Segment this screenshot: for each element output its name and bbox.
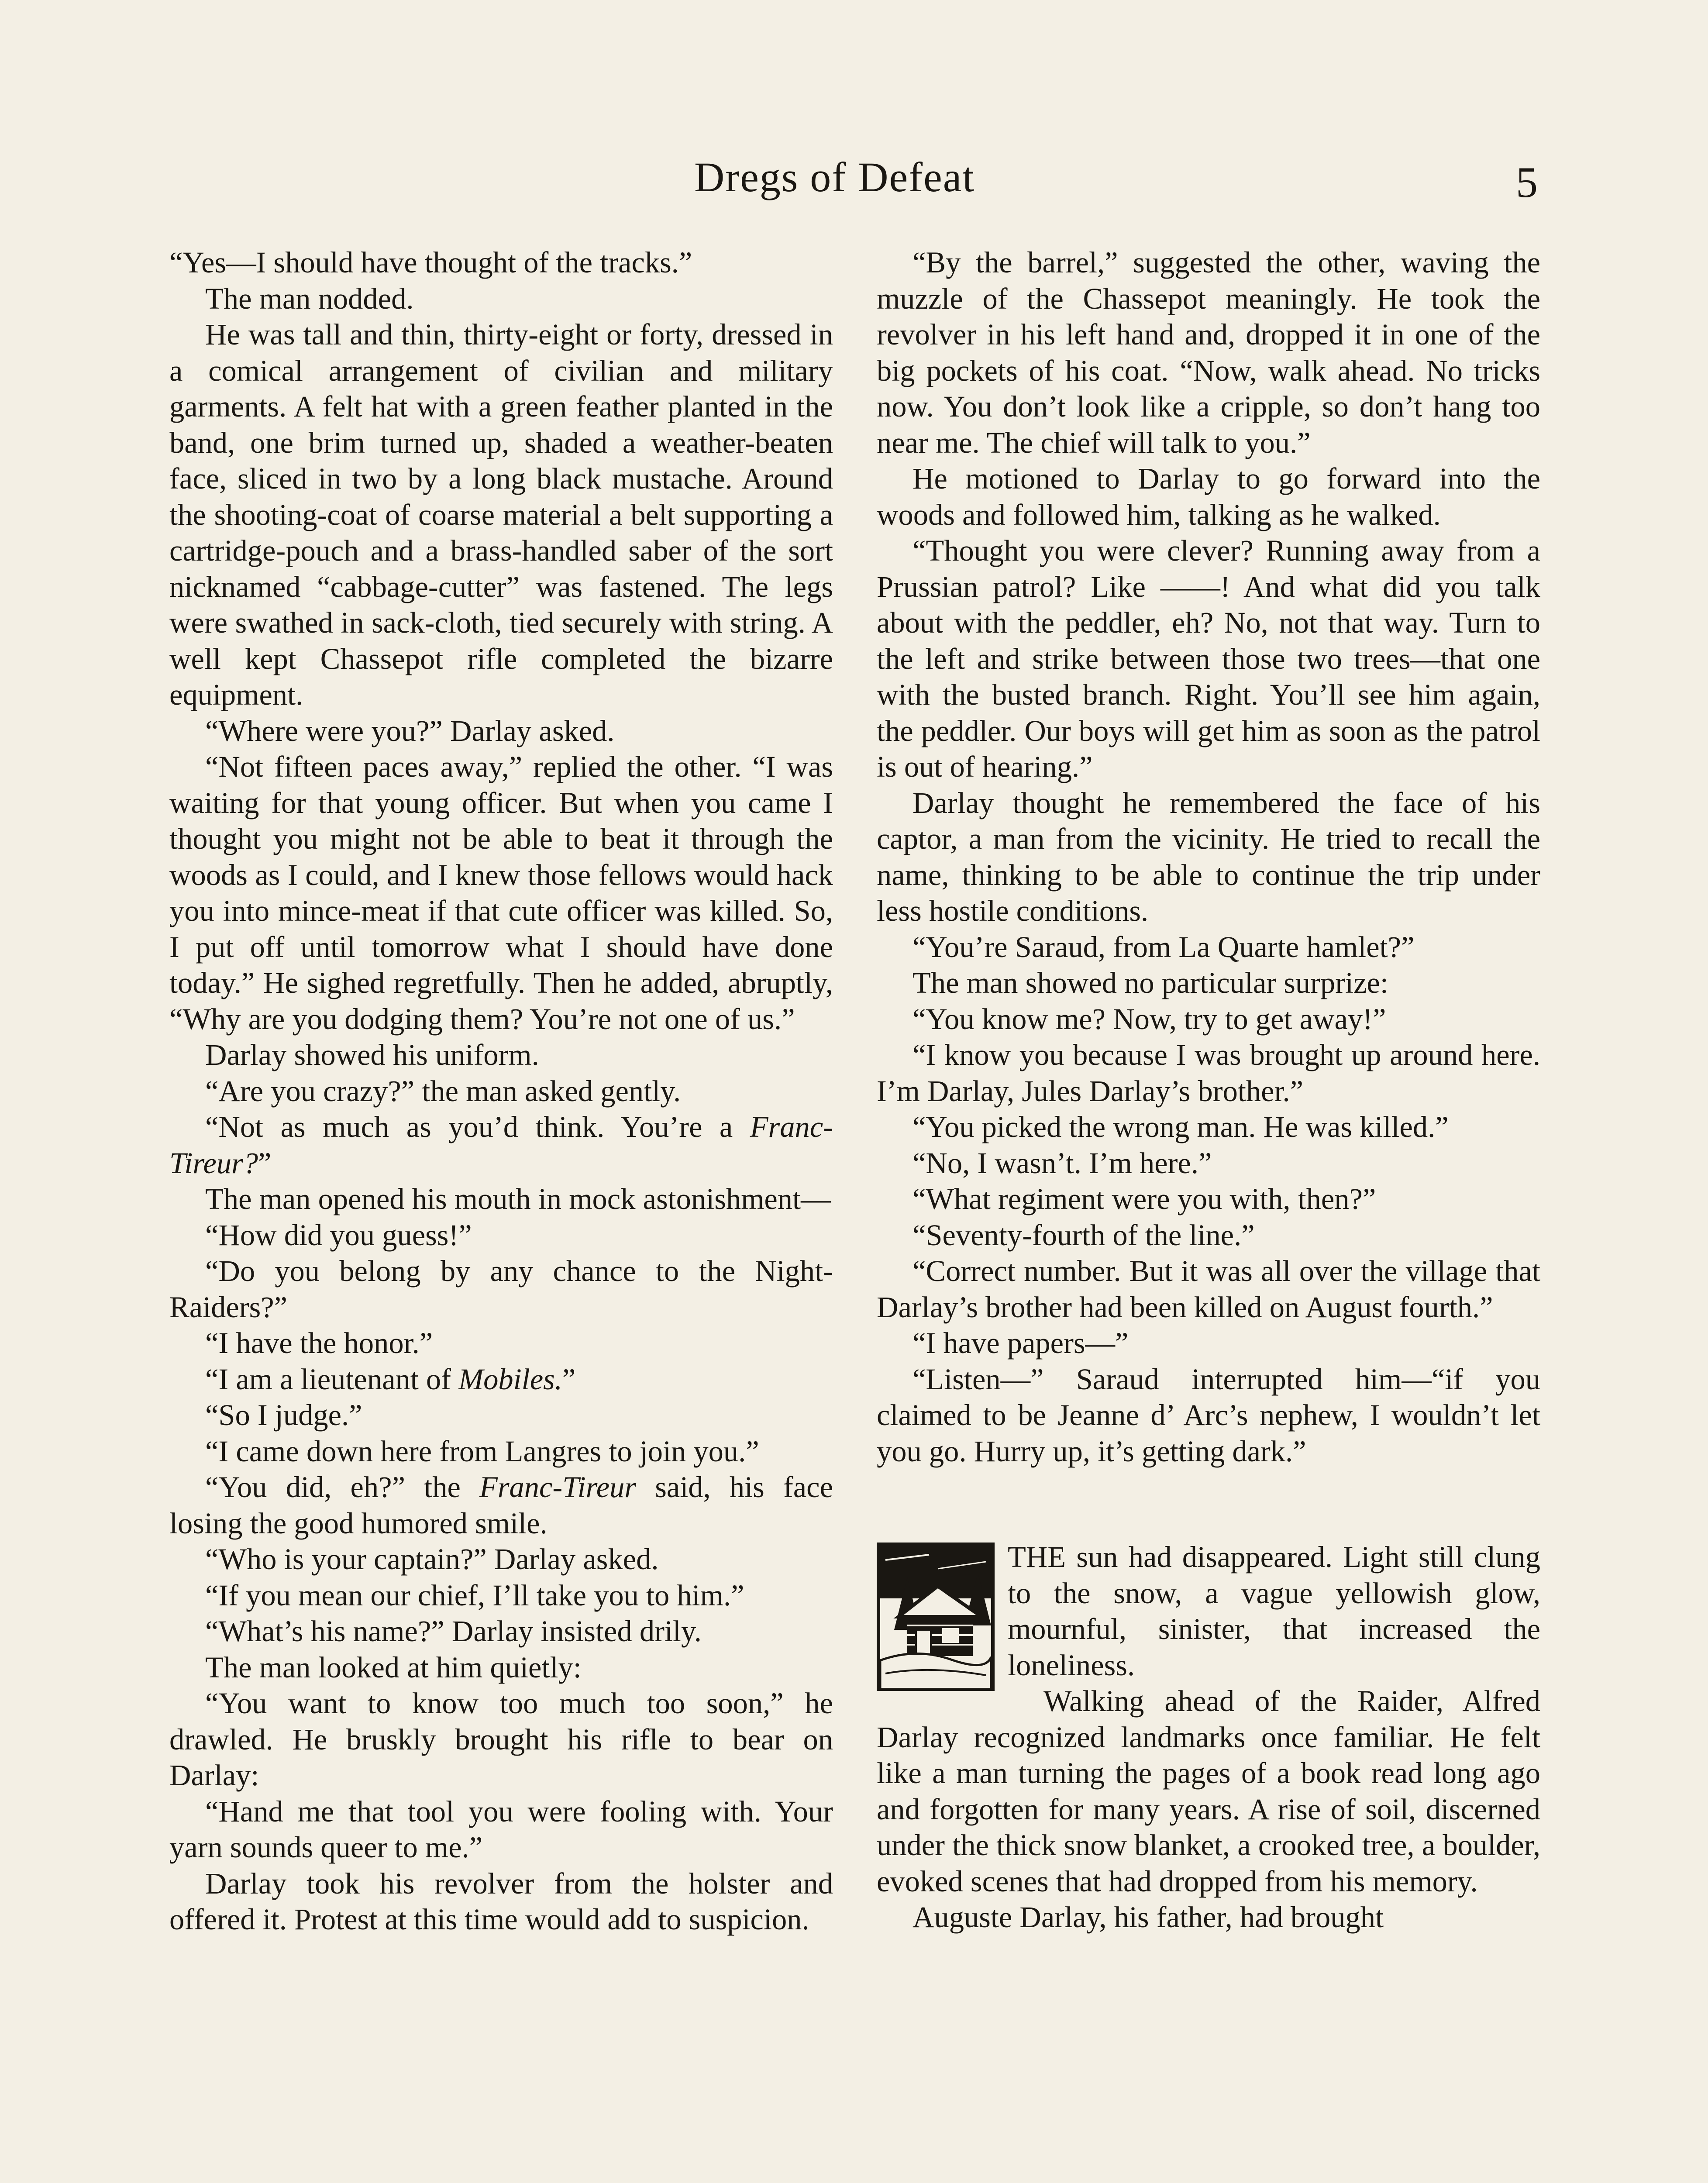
paragraph: “What regiment were you with, then?” [913, 1182, 1376, 1215]
paragraph: “If you mean our chief, I’ll take you to him.” [205, 1578, 744, 1612]
paragraph: “What’s his name?” Darlay insisted drily. [205, 1615, 702, 1648]
text-run: ” [258, 1146, 272, 1180]
text-run: “You did, eh?” the [205, 1470, 480, 1504]
paragraph: Walking ahead of the Raider, Alfred Darlay recognized landmarks once familiar. He felt like a man turning the pages of a book read long ago and forgotten for many years. A rise of soil, discerned under the thick snow blanket, a crooked tree, a boulder, evoked scenes that had dropped from his memory. [877, 1684, 1540, 1898]
italic-term: Franc-Tireur? [169, 1110, 833, 1180]
paragraph: “You picked the wrong man. He was killed.” [913, 1110, 1449, 1143]
paragraph: “Listen—” Saraud interrupted him—“if you claimed to be Jeanne d’ Arc’s nephew, I wouldn’t let you go. Hurry up, it’s getting dark.” [877, 1362, 1540, 1468]
paragraph: “Seventy-fourth of the line.” [913, 1218, 1255, 1252]
text-run: ” [562, 1362, 576, 1396]
left-column [169, 244, 833, 1938]
paragraph: The man showed no particular surprize: [913, 966, 1388, 999]
paragraph: “Are you crazy?” the man asked gently. [205, 1074, 681, 1108]
paragraph: “Correct number. But it was all over the village that Darlay’s brother had been killed on August fourth.” [877, 1254, 1540, 1324]
section-break [877, 1469, 1540, 1539]
paragraph: Darlay thought he remembered the face of his captor, a man from the vicinity. He tried to recall the name, thinking to be able to continue the trip under less hostile conditions. [877, 786, 1540, 927]
paragraph: “I came down here from Langres to join you.” [205, 1434, 759, 1468]
section-lead-paragraph: THE sun had disappeared. Light still clung to the snow, a vague yellowish glow, mournful, sinister, that increased the loneliness. [1008, 1540, 1540, 1682]
paragraph [169, 1361, 833, 1398]
paragraph: Darlay took his revolver from the holster and offered it. Protest at this time would add to suspicion. [169, 1866, 833, 1936]
running-title: Dregs of Defeat [694, 154, 975, 200]
paragraph: The man nodded. [205, 282, 414, 315]
paragraph: The man looked at him quietly: [205, 1650, 582, 1684]
paragraph: “So I judge.” [205, 1398, 362, 1432]
paragraph: “Hand me that tool you were fooling with. Your yarn sounds queer to me.” [169, 1794, 833, 1864]
paragraph: “I have the honor.” [205, 1326, 433, 1360]
paragraph: “Thought you were clever? Running away from a Prussian patrol? Like ——! And what did you talk about with the peddler, eh? No, not that way. Turn to the left and strike between those two trees—that one with the busted branch. Right. You’ll see him again, the peddler. Our boys will get him as soon as the patrol is out of hearing.” [877, 534, 1540, 783]
paragraph: “How did you guess!” [205, 1218, 472, 1252]
italic-term: Franc-Tireur [479, 1470, 637, 1504]
paragraph: Auguste Darlay, his father, had brought [913, 1901, 1384, 1934]
paragraph [169, 1469, 833, 1541]
paragraph [169, 1109, 833, 1181]
paragraph: “Yes—I should have thought of the tracks.” [169, 246, 692, 279]
paragraph: “Where were you?” Darlay asked. [205, 714, 615, 747]
paragraph: “You’re Saraud, from La Quarte hamlet?” [913, 930, 1415, 964]
paragraph: “No, I wasn’t. I’m here.” [913, 1146, 1212, 1180]
right-column [877, 244, 1540, 1935]
text-run: “Not as much as you’d think. You’re a [205, 1110, 750, 1143]
text-run: “I am a lieutenant of [205, 1362, 459, 1396]
text-run: said, his face losing the good humored smile. [169, 1470, 833, 1540]
paragraph: “Do you belong by any chance to the Night-Raiders?” [169, 1254, 833, 1324]
paragraph: He motioned to Darlay to go forward into the woods and followed him, talking as he walked. [877, 462, 1540, 531]
paragraph: “I have papers—” [913, 1326, 1129, 1360]
paragraph: “Who is your captain?” Darlay asked. [205, 1543, 659, 1576]
cabin-in-snow-woodcut-icon [877, 1543, 995, 1691]
paragraph: “You want to know too much too soon,” he drawled. He bruskly brought his rifle to bear on Darlay: [169, 1687, 833, 1792]
section-opening [877, 1539, 1540, 1935]
paragraph: “Not fifteen paces away,” replied the other. “I was waiting for that young officer. But when you came I thought you might not be able to beat it through the woods as I could, and I knew those fellows would hack you into mince-meat if that cute officer was killed. So, I put off until tomorrow what I should have done today.” He sighed regretfully. Then he added, abruptly, “Why are you dodging them? You’re not one of us.” [169, 750, 833, 1036]
paragraph: He was tall and thin, thirty-eight or forty, dressed in a comical arrangement of civilian and military garments. A felt hat with a green feather planted in the band, one brim turned up, shaded a weather-beaten face, sliced in two by a long black mustache. Around the shooting-coat of coarse material a belt supporting a cartridge-pouch and a brass-handled saber of the sort nicknamed “cabbage-cutter” was fastened. The legs were swathed in sack-cloth, tied securely with string. A well kept Chassepot rifle completed the bizarre equipment. [169, 318, 833, 711]
paragraph: “You know me? Now, try to get away!” [913, 1002, 1386, 1036]
paragraph: The man opened his mouth in mock astonishment— [205, 1182, 831, 1215]
page-number: 5 [1516, 158, 1538, 207]
paragraph: “By the barrel,” suggested the other, waving the muzzle of the Chassepot meaningly. He took the revolver in his left hand and, dropped it in one of the big pockets of his coat. “Now, walk ahead. No tricks now. You don’t look like a cripple, so don’t hang too near me. The chief will talk to you.” [877, 246, 1540, 459]
italic-term: Mobiles. [458, 1362, 562, 1396]
paragraph: Darlay showed his uniform. [205, 1038, 539, 1071]
paragraph: “I know you because I was brought up around here. I’m Darlay, Jules Darlay’s brother.” [877, 1038, 1540, 1108]
